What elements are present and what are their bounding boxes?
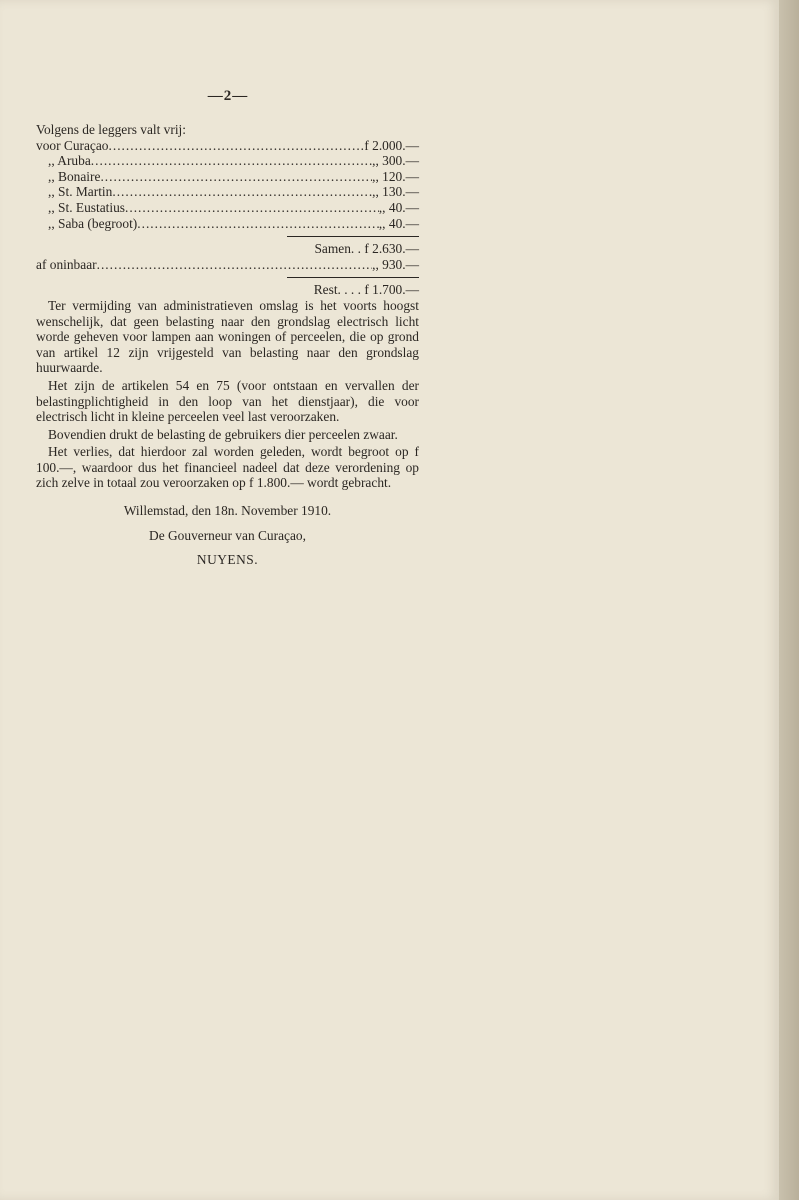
ledger-label: ,, Saba (begroot) <box>48 215 138 231</box>
place-date: Willemstad, den 18n. November 1910. <box>123 503 332 519</box>
paragraph: Ter vermijding van administratieven omslag is het voorts hoogst wenschelijk, dat geen belasting naar den grondslag electrisch licht worde geheven voor lampen aan woningen of perceelen, die op grond van artikel 12 zijn vrijgesteld van belasting naar den grondslag huurwaarde. <box>36 297 419 376</box>
ledger-intro: Volgens de leggers valt vrij: <box>36 122 186 137</box>
paragraph: Het zijn de artikelen 54 en 75 (voor ontstaan en vervallen der belastingplichtigheid in den loop van het dienstjaar), die voor electrisch licht in kleine perceelen veel last veroorzaken. <box>36 377 419 425</box>
ledger-value: ,, 40.— <box>378 199 419 215</box>
ledger-row <box>36 200 419 216</box>
ledger-row <box>36 138 419 154</box>
leader-dots <box>100 169 372 185</box>
oninbaar-value: ,, 930.— <box>372 256 419 272</box>
sum-rule <box>36 231 419 241</box>
oninbaar-label: af oninbaar <box>36 256 97 272</box>
ledger-value: ,, 120.— <box>372 168 419 184</box>
ledger-label: ,, St. Eustatius <box>48 199 126 215</box>
leader-dots <box>91 153 372 169</box>
paragraph: Het verlies, dat hierdoor zal worden geleden, wordt begroot op f 100.—, waardoor dus het financieel nadeel dat deze verordening op zich zelve in totaal zou veroorzaken op f 1.800.— wordt gebracht. <box>36 444 419 491</box>
ledger-row <box>36 153 419 169</box>
ledger-row <box>36 216 419 232</box>
page-edge <box>779 0 799 1200</box>
oninbaar-row <box>36 257 419 273</box>
ledger-label: voor Curaçao <box>36 137 109 153</box>
rest-total: Rest. . . . f 1.700.— <box>313 282 419 298</box>
signatory-title: De Gouverneur van Curaçao, <box>149 527 306 543</box>
rest-rule <box>36 272 419 282</box>
ledger-label: ,, St. Martin <box>48 184 113 200</box>
ledger-label: ,, Aruba <box>48 153 91 169</box>
ledger-table <box>36 138 419 232</box>
signatory-name: NUYENS. <box>196 552 259 568</box>
leader-dots <box>109 138 365 154</box>
ledger-value: ,, 300.— <box>372 153 419 169</box>
ledger-value: ,, 130.— <box>372 184 419 200</box>
paragraph: Bovendien drukt de belasting de gebruikers dier perceelen zwaar. <box>48 426 398 442</box>
page-number: —2— <box>207 88 249 104</box>
ledger-label: ,, Bonaire <box>48 168 101 184</box>
signature-block <box>36 503 419 568</box>
leader-dots <box>97 257 373 273</box>
samen-total: Samen. . f 2.630.— <box>314 241 419 257</box>
document-body <box>36 122 419 577</box>
leader-dots <box>125 200 379 216</box>
ledger-row <box>36 184 419 200</box>
ledger-value: f 2.000.— <box>364 137 419 153</box>
leader-dots <box>137 216 379 232</box>
leader-dots <box>112 184 372 200</box>
ledger-value: ,, 40.— <box>378 215 419 231</box>
ledger-row <box>36 169 419 185</box>
